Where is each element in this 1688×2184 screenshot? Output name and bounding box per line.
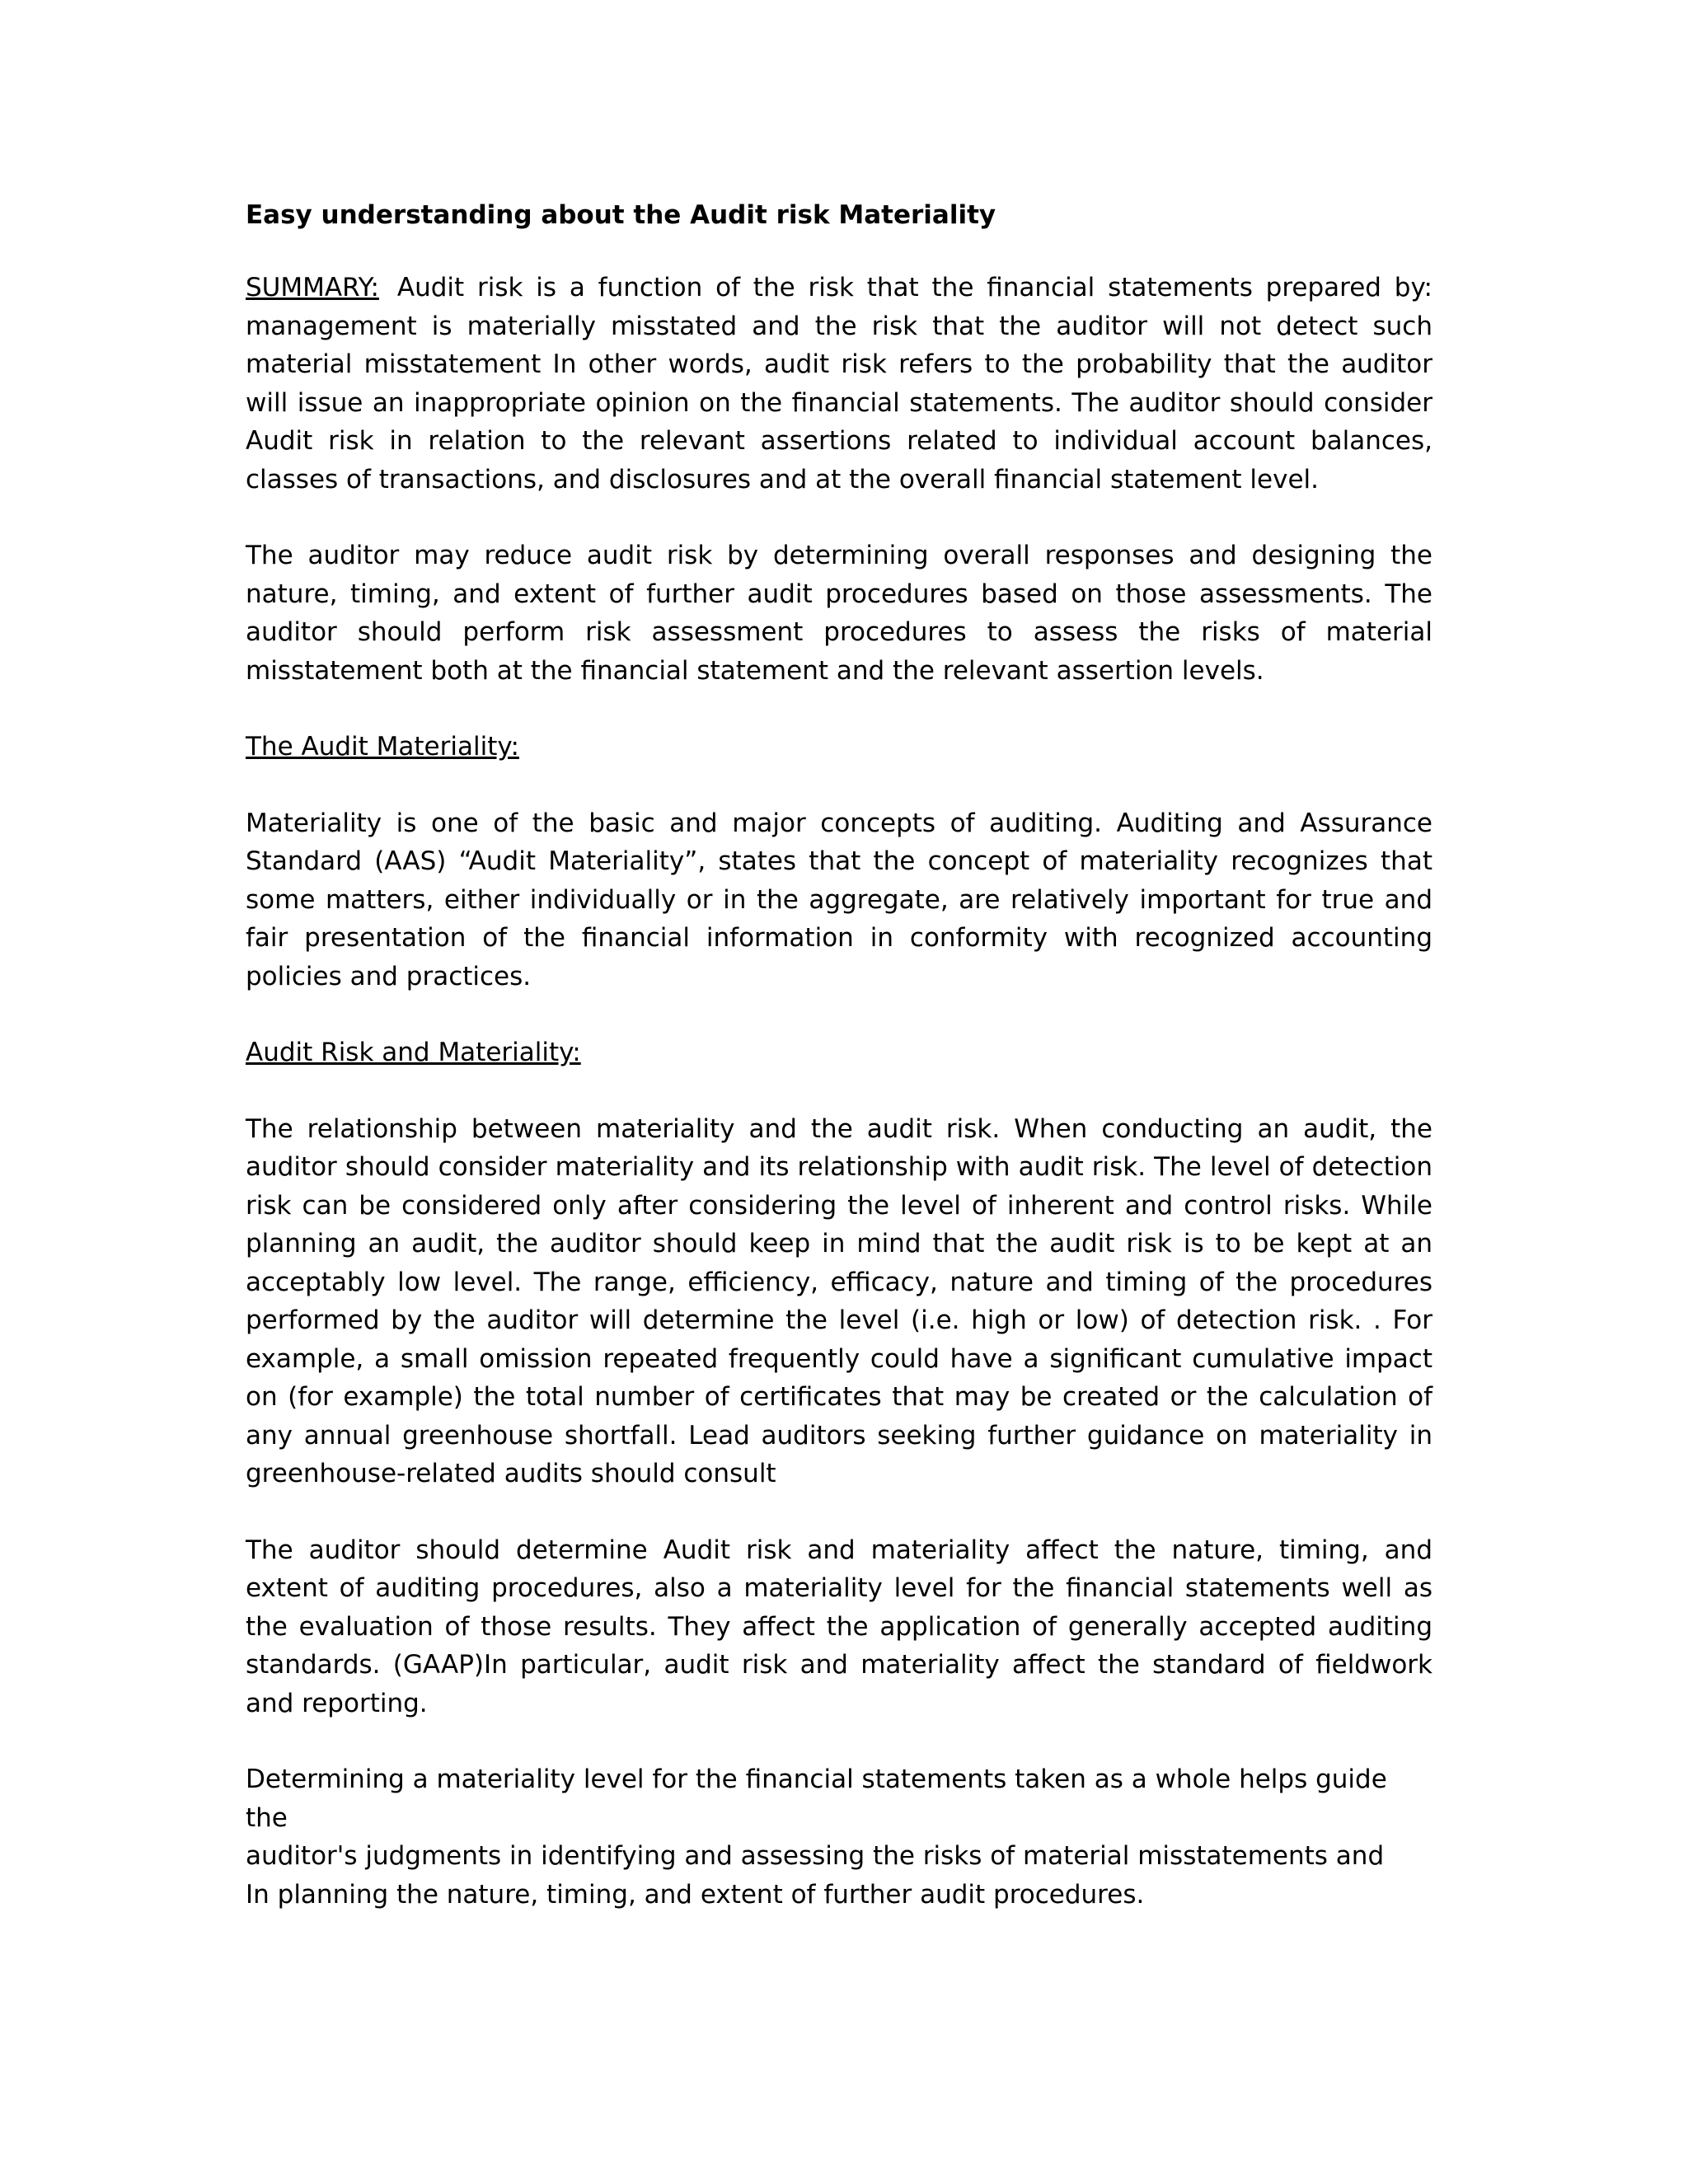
determine-paragraph: The auditor should determine Audit risk and materiality affect the nature, timing, and extent of auditing procedures, also a materiality level for the financial statements well as the evaluation of those results. They affect the application of generally accepted auditing standards. (GAAP)In particular, audit risk and materiality affect the standard of fieldwork and reporting. xyxy=(246,1535,1432,1718)
level-paragraph xyxy=(246,1760,1432,1914)
level-line-3: In planning the nature, timing, and extent of further audit procedures. xyxy=(246,1879,1145,1910)
materiality-paragraph: Materiality is one of the basic and major concepts of auditing. Auditing and Assurance Standard (AAS) “Audit Materiality”, states that the concept of materiality recognizes that some matters, either individually or in the aggregate, are relatively important for true and fair presentation of the financial information in conformity with recognized accounting policies and practices. xyxy=(246,808,1432,991)
risk-materiality-heading-text: Audit Risk and Materiality: xyxy=(246,1038,581,1067)
summary-label: SUMMARY: xyxy=(246,273,379,302)
level-line-1: Determining a materiality level for the financial statements taken as a whole helps guide the xyxy=(246,1765,1387,1833)
risk-materiality-heading xyxy=(246,1033,1432,1072)
summary-paragraph xyxy=(246,269,1432,499)
materiality-heading-text: The Audit Materiality: xyxy=(246,732,519,762)
level-line-2: auditor's judgments in identifying and assessing the risks of material misstatements and xyxy=(246,1841,1385,1871)
materiality-heading xyxy=(246,728,1432,766)
summary-text: Audit risk is a function of the risk that the financial statements prepared by: management is materially misstated and the risk that the auditor will not detect such material misstatement In other words, audit risk refers to the probability that the auditor will issue an inappropriate opinion on the financial statements. The auditor should consider Audit risk in relation to the relevant assertions related to individual account balances, classes of transactions, and disclosures and at the overall financial statement level. xyxy=(246,273,1432,494)
document-title: Easy understanding about the Audit risk Materiality xyxy=(246,200,996,230)
reduce-risk-paragraph: The auditor may reduce audit risk by determining overall responses and designing the nature, timing, and extent of further audit procedures based on those assessments. The auditor should perform risk assessment procedures to assess the risks of material misstatement both at the financial statement and the relevant assertion levels. xyxy=(246,541,1432,686)
document-page xyxy=(246,196,1432,1914)
risk-materiality-paragraph: The relationship between materiality and the audit risk. When conducting an audit, the auditor should consider materiality and its relationship with audit risk. The level of detection risk can be considered only after considering the level of inherent and control risks. While planning an audit, the auditor should keep in mind that the audit risk is to be kept at an acceptably low level. The range, efficiency, efficacy, nature and timing of the procedures performed by the auditor will determine the level (i.e. high or low) of detection risk. . For example, a small omission repeated frequently could have a significant cumulative impact on (for example) the total number of certificates that may be created or the calculation of any annual greenhouse shortfall. Lead auditors seeking further guidance on materiality in greenhouse-related audits should consult xyxy=(246,1113,1432,1488)
